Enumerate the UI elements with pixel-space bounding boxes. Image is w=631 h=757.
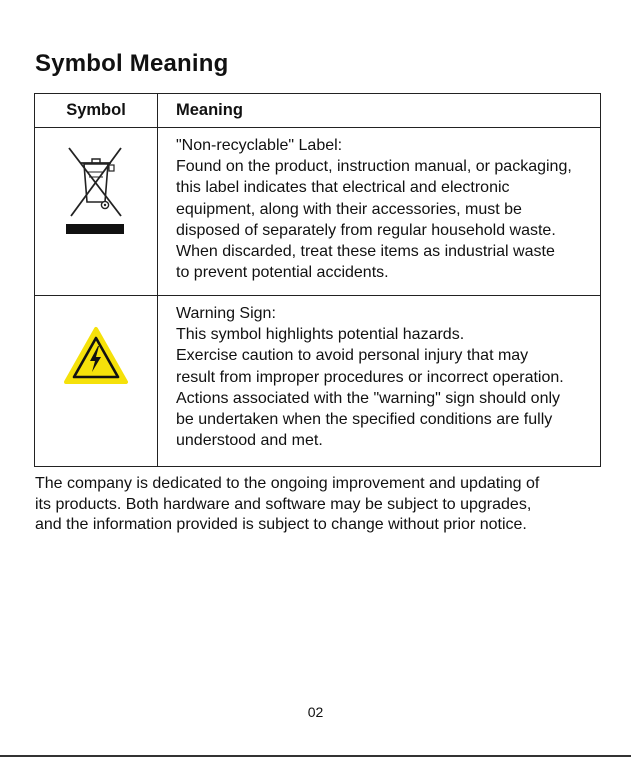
- symbol-meaning-table: [34, 93, 601, 467]
- meaning-line: Actions associated with the "warning" sign should only: [176, 389, 561, 407]
- symbol-cell: [35, 296, 158, 467]
- page-number: 02: [307, 704, 324, 720]
- meaning-line: When discarded, treat these items as industrial waste: [176, 243, 555, 261]
- symbol-cell: [35, 128, 158, 296]
- meaning-cell: [158, 296, 601, 467]
- meaning-line: be undertaken when the specified conditions are fully: [176, 411, 553, 429]
- footer-note: [35, 474, 605, 536]
- meaning-line: This symbol highlights potential hazards.: [176, 326, 465, 344]
- table-row: [35, 296, 601, 467]
- table-row: [35, 128, 601, 296]
- table-header-row: [35, 94, 601, 128]
- meaning-line: Warning Sign:: [176, 305, 276, 322]
- footer-line: its products. Both hardware and software may be subject to upgrades,: [35, 495, 532, 513]
- header-symbol: Symbol: [35, 94, 158, 128]
- header-meaning: Meaning: [158, 94, 601, 128]
- meaning-line: Exercise caution to avoid personal injury that may: [176, 347, 529, 365]
- footer-line: The company is dedicated to the ongoing improvement and updating of: [35, 475, 540, 492]
- meaning-line: disposed of separately from regular household waste.: [176, 221, 556, 239]
- meaning-line: understood and met.: [176, 432, 323, 450]
- crossed-out-wheelie-bin-icon: [65, 142, 127, 234]
- meaning-line: Found on the product, instruction manual, or packaging,: [176, 158, 572, 176]
- page-title: Symbol Meaning: [35, 50, 229, 77]
- meaning-line: equipment, along with their accessories, must be: [176, 200, 522, 218]
- meaning-line: this label indicates that electrical and electronic: [176, 179, 510, 197]
- meaning-line: to prevent potential accidents.: [176, 264, 389, 282]
- footer-line: and the information provided is subject to change without prior notice.: [35, 516, 527, 534]
- high-voltage-warning-icon: [63, 326, 129, 391]
- meaning-line: result from improper procedures or incorrect operation.: [176, 368, 564, 386]
- meaning-cell: [158, 128, 601, 296]
- meaning-line: "Non-recyclable" Label:: [176, 137, 343, 154]
- solid-bar-icon: [66, 224, 124, 234]
